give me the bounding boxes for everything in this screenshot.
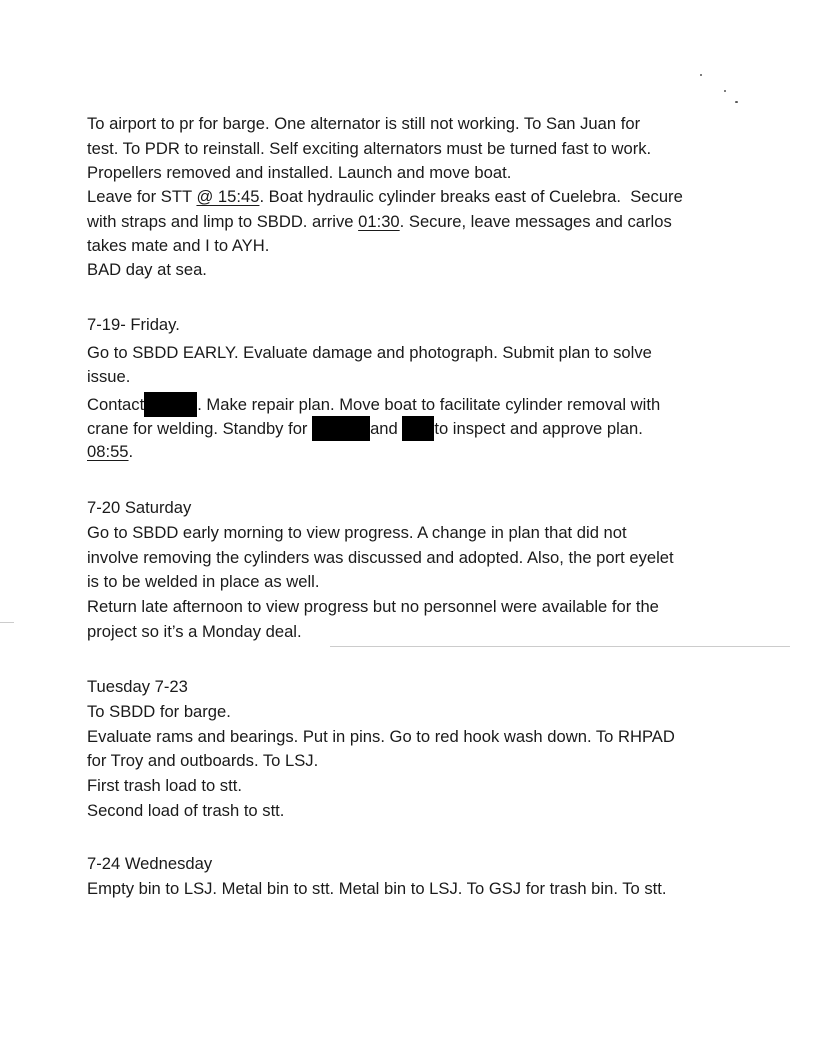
text-segment: Leave for STT [87,187,197,206]
text-line [87,800,284,822]
text-line [87,878,667,900]
text-line [87,853,212,875]
text-line [87,235,269,257]
text-line [87,750,318,772]
text-line [87,547,674,569]
scan-artifact-line [0,622,14,623]
scan-speck [700,74,702,76]
text-segment: and [370,419,403,438]
underlined-text: @ 15:45 [196,187,260,206]
text-line [87,522,627,544]
text-segment: BAD day at sea. [87,260,207,279]
text-segment: takes mate and I to AYH. [87,236,270,255]
text-line [87,138,651,160]
redaction-box [144,392,197,417]
text-line [87,342,652,364]
text-segment: Go to SBDD early morning to view progress. A change in plan that did not [87,523,627,542]
text-segment: with straps and limp to SBDD. arrive [87,212,359,231]
text-segment: is to be welded in place as well. [87,572,320,591]
text-segment: Return late afternoon to view progress but no personnel were available for the [87,597,659,616]
text-segment: Empty bin to LSJ. Metal bin to stt. Metal bin to LSJ. To GSJ for trash bin. To stt. [87,879,667,898]
text-segment: . [128,442,134,461]
text-segment: . Boat hydraulic cylinder breaks east of Cuelebra. Secure [259,187,683,206]
text-segment: Propellers removed and installed. Launch and move boat. [87,163,512,182]
text-segment: Contact [87,395,145,414]
text-line [87,701,231,723]
redaction-box [312,416,370,441]
text-line [87,314,180,336]
text-line [87,596,659,618]
text-segment: for Troy and outboards. To LSJ. [87,751,319,770]
text-segment: Evaluate rams and bearings. Put in pins. Go to red hook wash down. To RHPAD [87,727,675,746]
scan-artifact-line [330,646,790,647]
text-line [87,392,660,417]
text-line [87,441,133,463]
text-segment: involve removing the cylinders was discussed and adopted. Also, the port eyelet [87,548,674,567]
scan-speck [735,101,738,103]
text-line [87,211,672,233]
text-segment: test. To PDR to reinstall. Self exciting alternators must be turned fast to work. [87,139,652,158]
text-segment: crane for welding. Standby for [87,419,313,438]
underlined-text: 01:30 [358,212,400,231]
text-segment: issue. [87,367,131,386]
text-line [87,676,188,698]
scan-speck [724,90,726,92]
text-segment: 7-19- Friday. [87,315,180,334]
text-line [87,186,683,208]
text-line [87,775,242,797]
text-segment: Second load of trash to stt. [87,801,285,820]
text-segment: Go to SBDD EARLY. Evaluate damage and photograph. Submit plan to solve [87,343,652,362]
text-segment: First trash load to stt. [87,776,242,795]
text-segment: Tuesday 7-23 [87,677,188,696]
text-line [87,162,511,184]
text-line [87,571,319,593]
text-segment: 7-24 Wednesday [87,854,213,873]
underlined-text: 08:55 [87,442,129,461]
text-segment: To airport to pr for barge. One alternator is still not working. To San Juan for [87,114,641,133]
text-segment: To SBDD for barge. [87,702,231,721]
text-segment: . Make repair plan. Move boat to facilitate cylinder removal with [197,395,661,414]
text-line [87,726,675,748]
text-segment: project so it’s a Monday deal. [87,622,302,641]
text-line [87,113,640,135]
text-segment: . Secure, leave messages and carlos [399,212,672,231]
text-line [87,259,207,281]
text-line [87,497,191,519]
text-segment: to inspect and approve plan. [434,419,643,438]
text-line [87,621,302,643]
text-line [87,416,643,441]
redaction-box [402,416,434,441]
text-line [87,366,130,388]
text-segment: 7-20 Saturday [87,498,192,517]
